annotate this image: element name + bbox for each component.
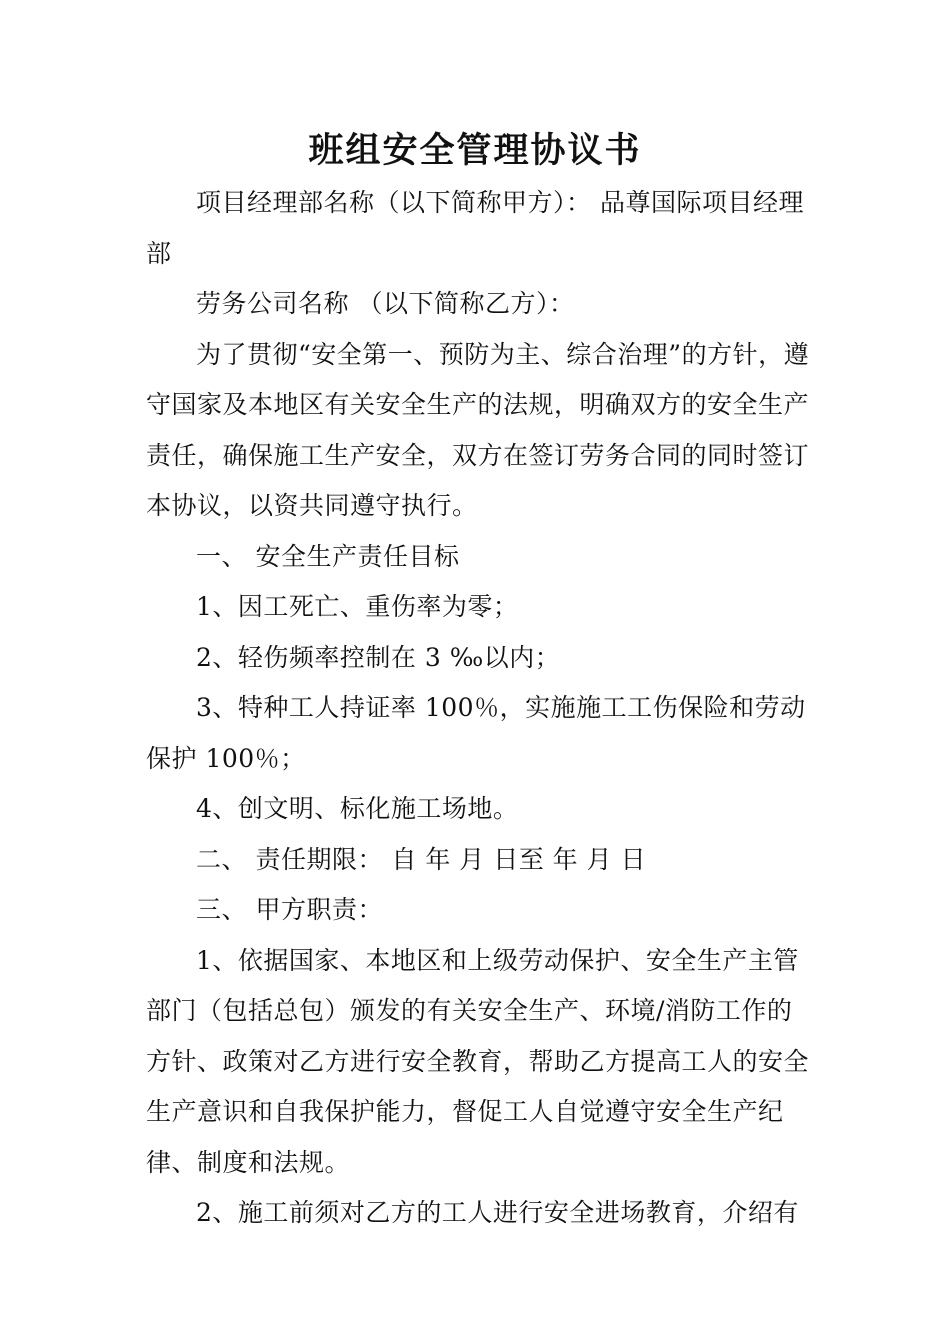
- duty-item-2: 2、施工前须对乙方的工人进行安全进场教育，介绍有: [196, 1198, 799, 1227]
- paragraph-party-a: 项目经理部名称（以下简称甲方）： 品尊国际项目经理部: [146, 188, 804, 268]
- goal-item-3: 3、特种工人持证率 100％，实施施工工伤保险和劳动保护 100％；: [146, 693, 806, 773]
- goal-item-1: 1、因工死亡、重伤率为零；: [196, 592, 519, 621]
- goal-item-2: 2、轻伤频率控制在 3 ‰以内；: [196, 642, 561, 672]
- section-heading-2: 二、 责任期限： 自 年 月 日至 年 月 日: [196, 844, 647, 874]
- document-body: [146, 178, 810, 1239]
- goal-item-4: 4、创文明、标化施工场地。: [196, 794, 519, 823]
- document-title: 班组安全管理协议书: [308, 131, 642, 171]
- duty-item-1: 1、依据国家、本地区和上级劳动保护、安全生产主管部门（包括总包）颁发的有关安全生产、环境/消防工作的方针、政策对乙方进行安全教育，帮助乙方提高工人的安全生产意识和自我保护能力，督促工人自觉遵守安全生产纪律、制度和法规。: [146, 945, 810, 1177]
- section-heading-1: 一、 安全生产责任目标: [196, 541, 460, 571]
- paragraph-purpose: 为了贯彻“安全第一、预防为主、综合治理”的方针，遵守国家及本地区有关安全生产的法规，明确双方的安全生产责任，确保施工生产安全，双方在签订劳务合同的同时签订本协议，以资共同遵守执行。: [146, 339, 810, 520]
- paragraph-party-b: 劳务公司名称 （以下简称乙方）：: [196, 289, 575, 318]
- section-heading-3: 三、 甲方职责：: [196, 895, 383, 924]
